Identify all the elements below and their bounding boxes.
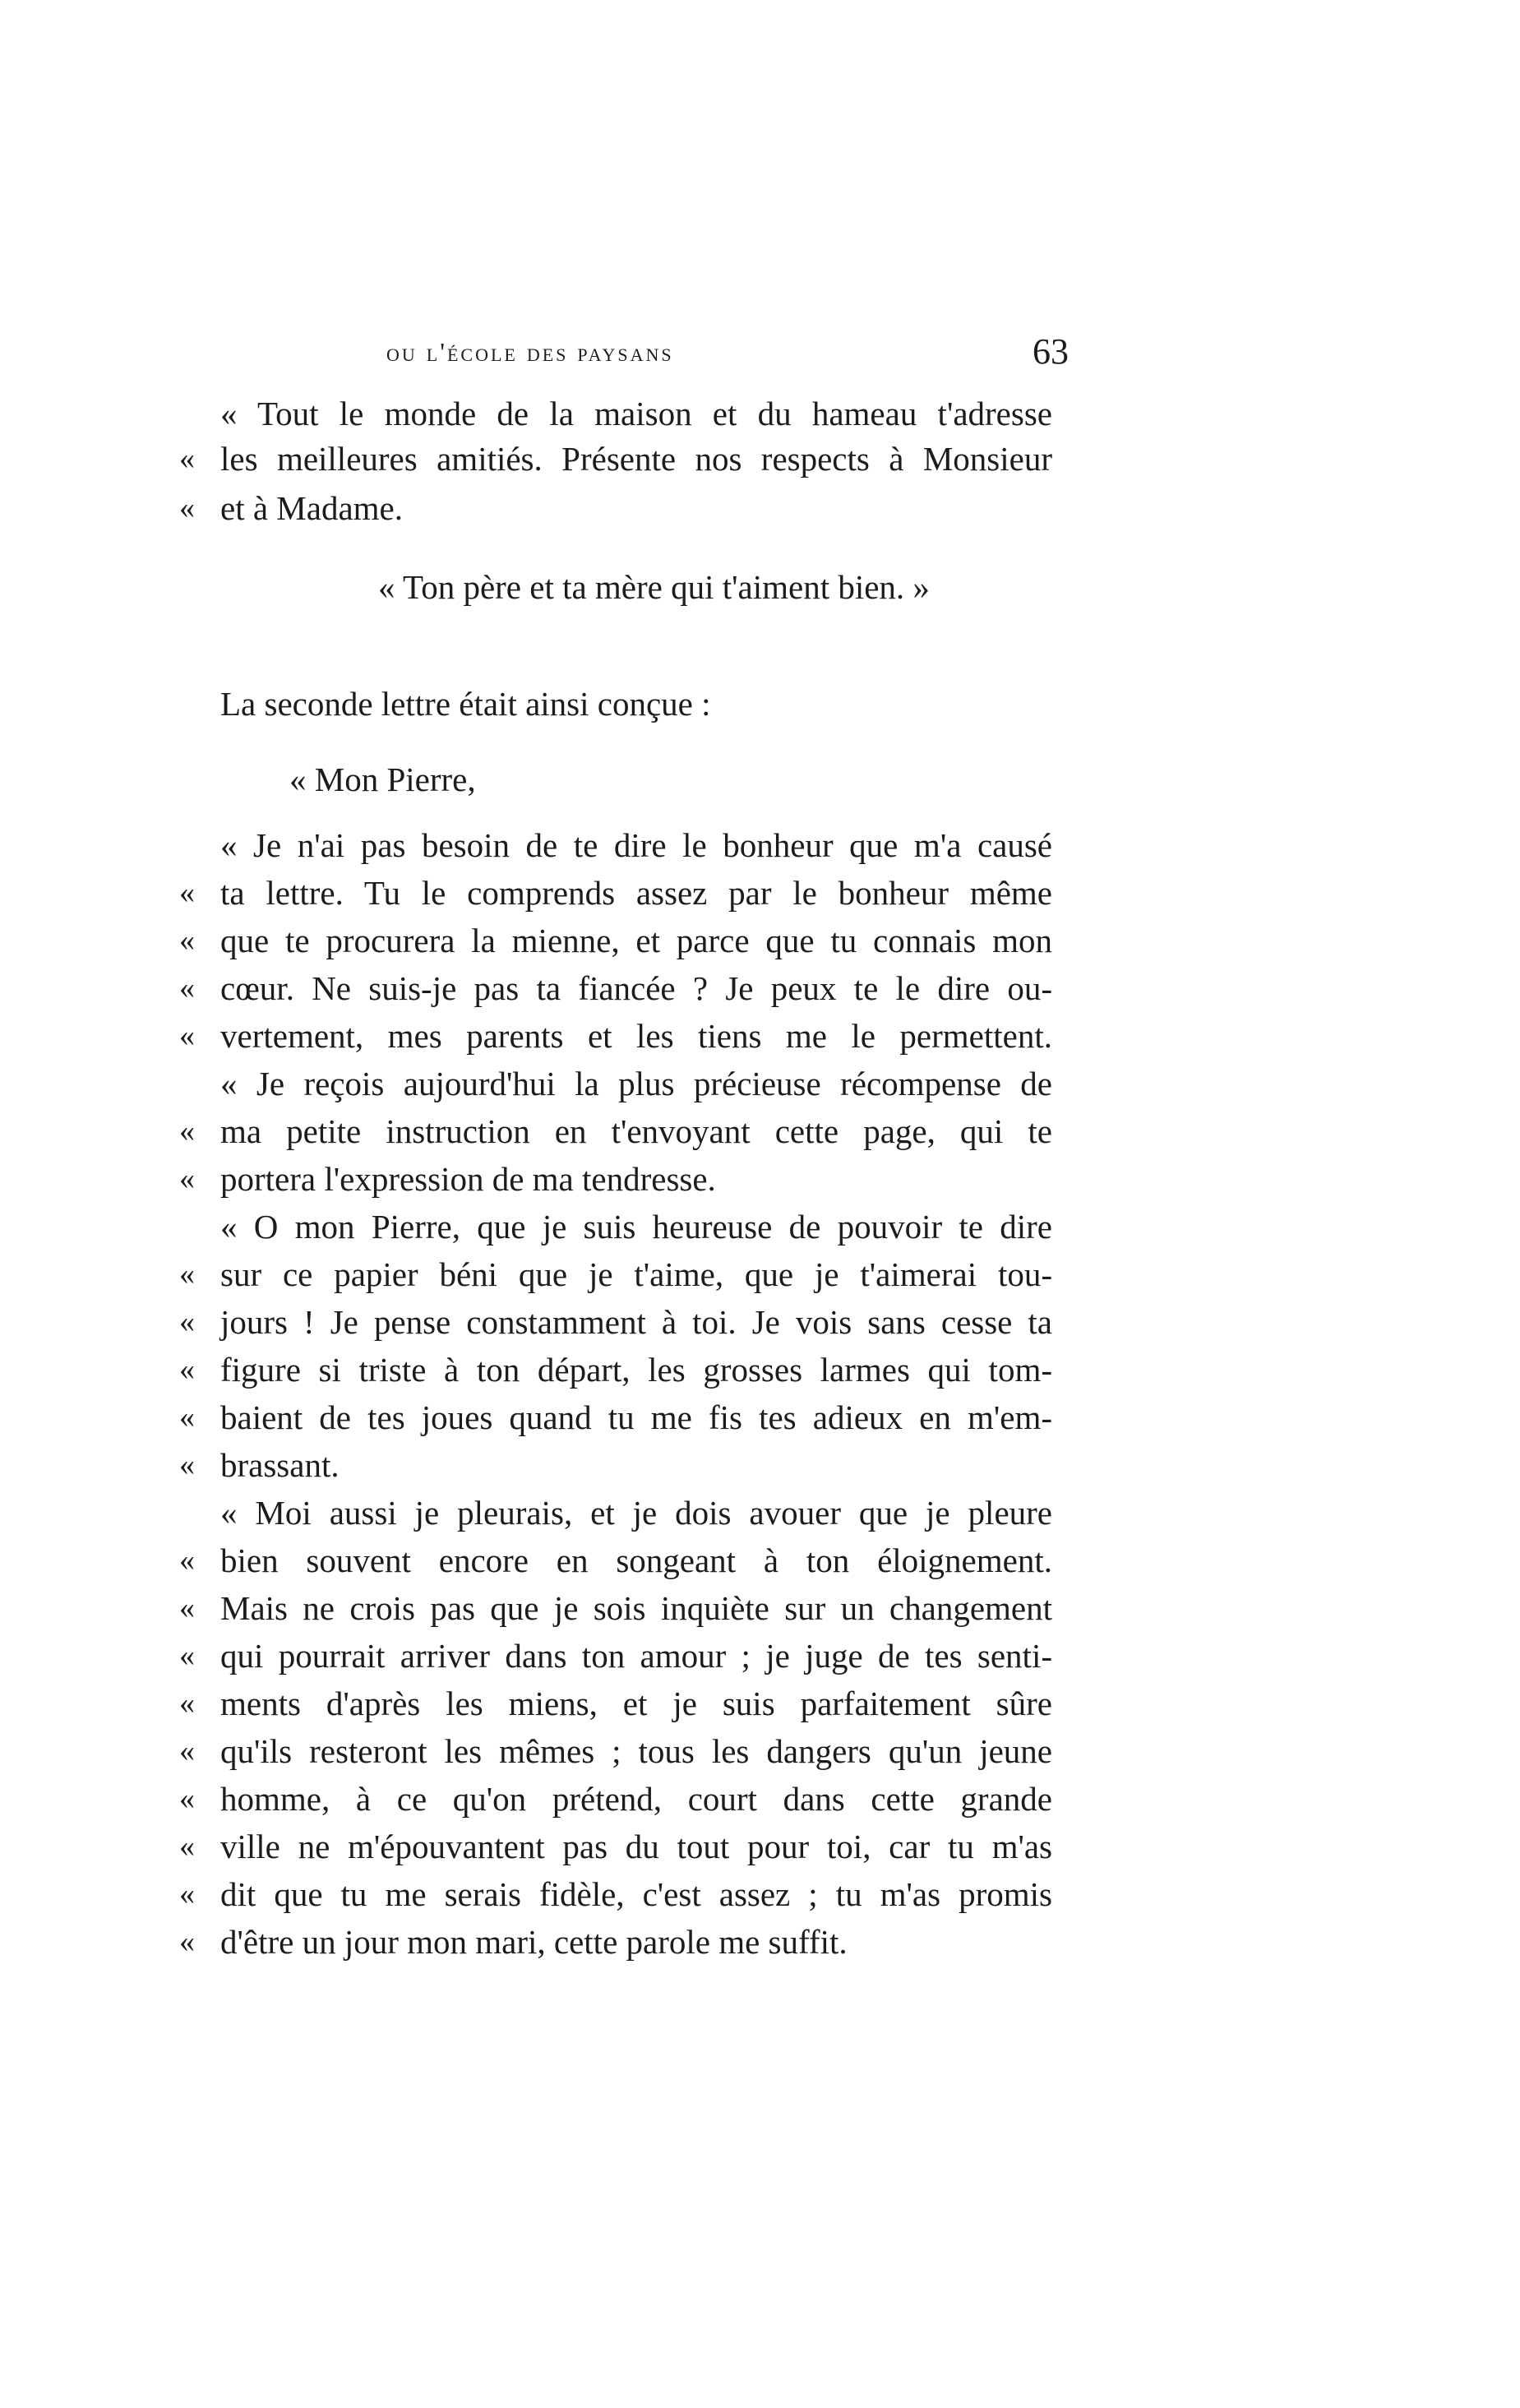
text-line: jours ! Je pense constamment à toi. Je vois sans cesse ta: [220, 1303, 1052, 1341]
quote-mark: «: [179, 1591, 195, 1625]
text-line: et à Madame.: [220, 489, 403, 527]
text-line: Mais ne crois pas que je sois inquiète sur un changement: [220, 1589, 1052, 1627]
running-title: ou l'école des paysans: [386, 337, 674, 367]
quote-mark: «: [179, 1686, 195, 1721]
text-line: « Je n'ai pas besoin de te dire le bonheur que m'a causé: [220, 826, 1052, 864]
quote-mark: «: [179, 1162, 195, 1196]
text-line: baient de tes joues quand tu me fis tes adieux en m'em-: [220, 1398, 1052, 1436]
quote-mark: «: [179, 876, 195, 910]
quote-mark: «: [179, 1019, 195, 1053]
text-line: « Je reçois aujourd'hui la plus précieuse récompense de: [220, 1065, 1052, 1102]
quote-mark: «: [179, 1638, 195, 1673]
text-line: figure si triste à ton départ, les grosses larmes qui tom-: [220, 1351, 1052, 1389]
text-line: qui pourrait arriver dans ton amour ; je juge de tes senti-: [220, 1637, 1052, 1675]
quote-mark: «: [179, 1400, 195, 1435]
text-line: qu'ils resteront les mêmes ; tous les dangers qu'un jeune: [220, 1732, 1052, 1770]
quote-mark: «: [179, 1829, 195, 1864]
text-line: « Tout le monde de la maison et du hameau t'adresse: [220, 395, 1052, 432]
text-line: sur ce papier béni que je t'aime, que je t'aimerai tou-: [220, 1255, 1052, 1293]
text-line: que te procurera la mienne, et parce que tu connais mon: [220, 922, 1052, 959]
quote-mark: «: [179, 441, 195, 476]
text-line: ma petite instruction en t'envoyant cette page, qui te: [220, 1112, 1052, 1150]
text-line: « Moi aussi je pleurais, et je dois avouer que je pleure: [220, 1494, 1052, 1532]
running-header: [386, 330, 1069, 380]
text-line: homme, à ce qu'on prétend, court dans cette grande: [220, 1780, 1052, 1818]
quote-mark: «: [179, 1305, 195, 1339]
text-line: brassant.: [220, 1446, 340, 1484]
text-line: vertement, mes parents et les tiens me le permettent.: [220, 1017, 1052, 1055]
text-line: ville ne m'épouvantent pas du tout pour toi, car tu m'as: [220, 1828, 1052, 1865]
text-line: cœur. Ne suis-je pas ta fiancée ? Je peux te le dire ou-: [220, 969, 1052, 1007]
quote-mark: «: [179, 1925, 195, 1959]
page-number: 63: [1033, 331, 1069, 372]
letter-salutation: « Mon Pierre,: [289, 760, 476, 798]
quote-mark: «: [179, 1448, 195, 1482]
narration-line: La seconde lettre était ainsi conçue :: [220, 685, 711, 723]
text-line: d'être un jour mon mari, cette parole me suffit.: [220, 1923, 848, 1961]
quote-mark: «: [179, 491, 195, 525]
text-line: les meilleures amitiés. Présente nos respects à Monsieur: [220, 440, 1052, 478]
quote-mark: «: [179, 1734, 195, 1768]
quote-mark: «: [179, 1257, 195, 1292]
text-line: dit que tu me serais fidèle, c'est assez ; tu m'as promis: [220, 1875, 1052, 1913]
quote-mark: «: [179, 1543, 195, 1578]
quote-mark: «: [179, 1114, 195, 1149]
text-line: ta lettre. Tu le comprends assez par le bonheur même: [220, 874, 1052, 912]
quote-mark: «: [179, 1877, 195, 1911]
text-line: portera l'expression de ma tendresse.: [220, 1160, 716, 1198]
text-line: bien souvent encore en songeant à ton éloignement.: [220, 1541, 1052, 1579]
quote-mark: «: [179, 1782, 195, 1816]
quote-mark: «: [179, 971, 195, 1005]
letter-signature: « Ton père et ta mère qui t'aiment bien. »: [378, 568, 930, 606]
quote-mark: «: [179, 1352, 195, 1387]
quote-mark: «: [179, 923, 195, 958]
text-line: « O mon Pierre, que je suis heureuse de pouvoir te dire: [220, 1208, 1052, 1246]
text-line: ments d'après les miens, et je suis parfaitement sûre: [220, 1685, 1052, 1722]
